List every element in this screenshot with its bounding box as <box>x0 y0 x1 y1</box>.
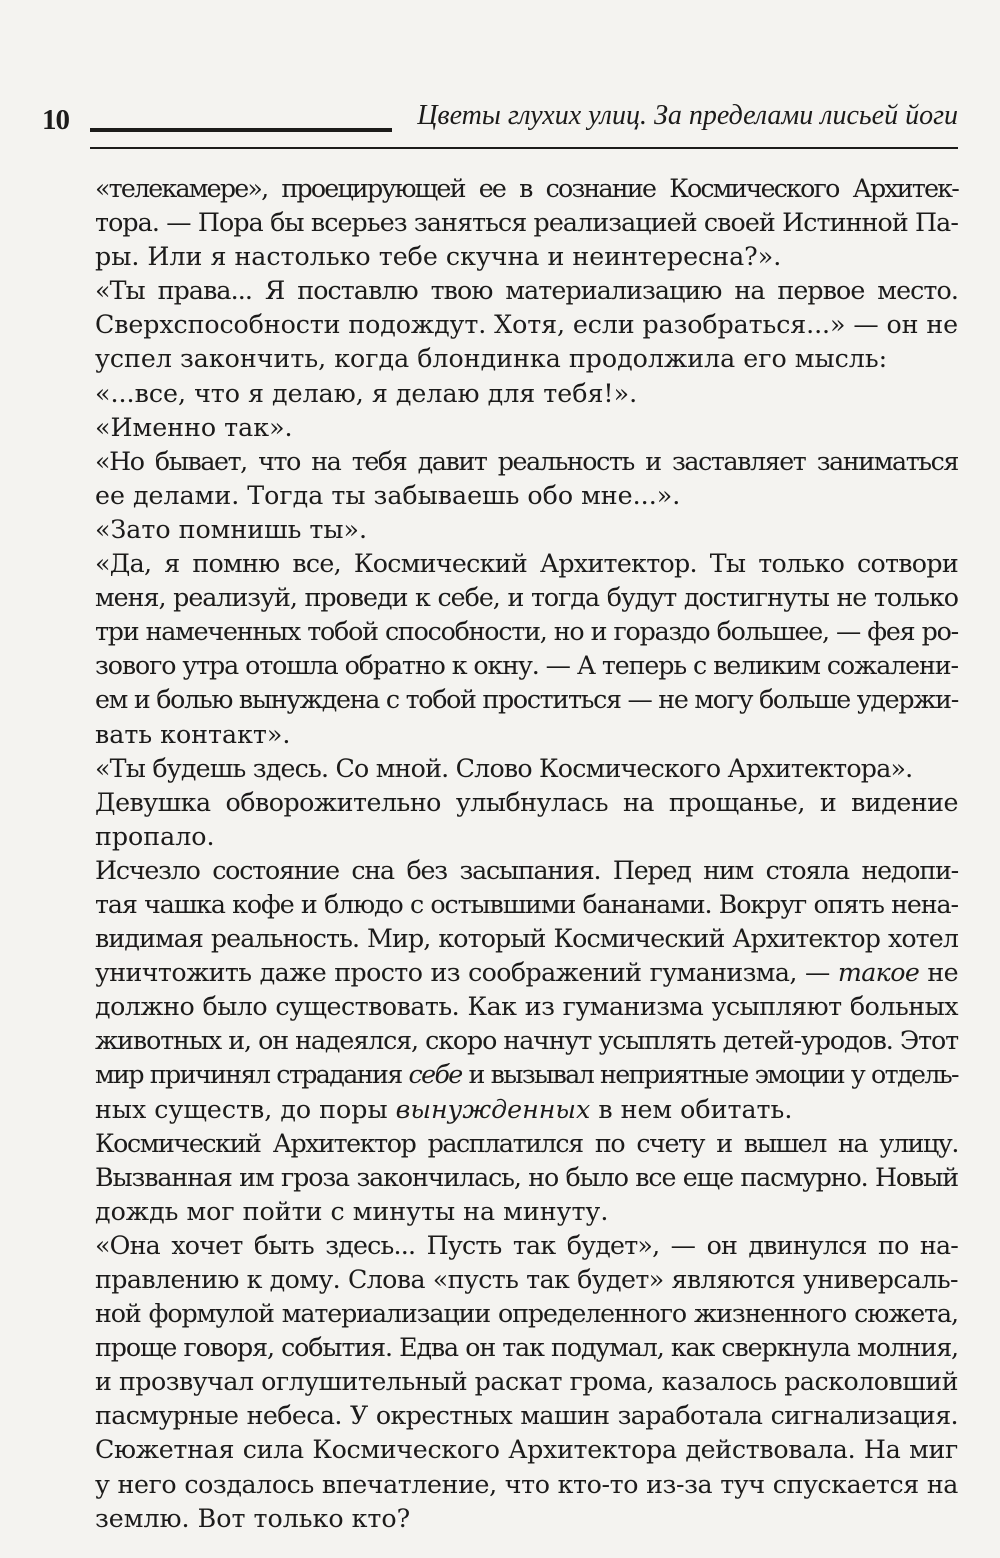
text-line: и прозвучал оглушительный раскат грома, казалось расколовший <box>95 1367 958 1397</box>
text-line: ее делами. Тогда ты забываешь обо мне...». <box>95 480 681 510</box>
text-line: зового утра отошла обратно к окну. — А теперь с великим сожалени- <box>95 651 958 681</box>
text-segment: уничтожить даже просто из соображений гуманизма, — <box>95 958 830 988</box>
text-line: землю. Вот только кто? <box>95 1503 411 1533</box>
text-line: проще говоря, события. Едва он так подумал, как сверкнула молния, <box>95 1333 958 1363</box>
text-line: «Да, я помню все, Космический Архитектор. Ты только сотвори <box>95 549 958 579</box>
text-line: Вызванная им гроза закончилась, но было все еще пасмурно. Новый <box>95 1162 958 1192</box>
text-line: должно было существовать. Как из гуманизма усыпляют больных <box>95 992 958 1022</box>
text-line: правлению к дому. Слова «пусть так будет» являются универсаль- <box>95 1265 958 1294</box>
text-line <box>53 1058 958 1092</box>
paragraph <box>53 1229 958 1536</box>
page-number: 10 <box>42 104 69 136</box>
paragraph <box>53 1127 958 1229</box>
text-line: меня, реализуй, проведи к себе, и тогда будут достигнуты не только <box>95 583 958 613</box>
text-line: Космический Архитектор расплатился по счету и вышел на улицу. <box>95 1128 958 1158</box>
text-line: Девушка обворожительно улыбнулась на прощанье, и видение <box>95 787 958 817</box>
paragraph <box>53 547 958 752</box>
paragraph <box>53 377 958 411</box>
text-line: вать контакт». <box>95 719 291 749</box>
text-line: «Ты будешь здесь. Со мной. Слово Космического Архитектора». <box>95 753 913 783</box>
text-line: тора. — Пора бы всерьез заняться реализацией своей Истинной Па- <box>95 208 958 238</box>
paragraph <box>53 513 958 547</box>
text-line: пасмурные небеса. У окрестных машин заработала сигнализация. <box>95 1401 958 1431</box>
text-line: успел закончить, когда блондинка продолжила его мысль: <box>95 344 888 374</box>
paragraph <box>53 411 958 445</box>
running-title: Цветы глухих улиц. За пределами лисьей йоги <box>417 100 958 131</box>
paragraph <box>53 752 958 786</box>
text-line: тая чашка кофе и блюдо с остывшими бананами. Вокруг опять нена- <box>95 889 958 919</box>
text-line: три намеченных тобой способности, но и гораздо большее, — фея ро- <box>95 617 958 647</box>
text-line: «телекамере», проецирующей ее в сознание Космического Архитек- <box>95 174 958 203</box>
paragraph <box>53 172 958 274</box>
text-line: дождь мог пойти с минуты на минуту. <box>95 1196 609 1226</box>
emphasis: вынужденных <box>395 1094 591 1124</box>
text-line: Исчезло состояние сна без засыпания. Перед ним стояла недопи- <box>95 855 958 885</box>
text-line: ры. Или я настолько тебе скучна и неинтересна?». <box>95 242 782 272</box>
paragraph <box>53 445 958 513</box>
text-line: у него создалось впечатление, что кто-то из-за туч спускается на <box>95 1469 958 1499</box>
emphasis: себе <box>408 1060 462 1090</box>
text-segment: не <box>919 958 958 988</box>
text-line: «...все, что я делаю, я делаю для тебя!». <box>95 378 638 408</box>
text-line: ем и болью вынуждена с тобой проститься — не могу больше удержи- <box>95 685 958 715</box>
text-line: пропало. <box>95 821 215 851</box>
text-segment: ных существ, до поры <box>95 1094 388 1124</box>
text-segment: в нем обитать. <box>590 1094 793 1124</box>
text-line <box>53 1093 958 1127</box>
text-line: «Именно так». <box>95 412 293 442</box>
emphasis: такое <box>837 958 920 988</box>
text-segment: мир причинял страдания <box>95 1060 402 1090</box>
header-divider <box>90 147 958 149</box>
text-line: «Зато помнишь ты». <box>95 514 368 544</box>
text-line <box>53 956 958 990</box>
paragraph <box>53 786 958 854</box>
paragraph <box>53 854 958 1127</box>
text-line: Сверхспособности подождут. Хотя, если разобраться...» — он не <box>95 310 958 340</box>
paragraph <box>53 274 958 376</box>
text-line: Сюжетная сила Космического Архитектора действовала. На миг <box>95 1435 958 1465</box>
text-line: «Она хочет быть здесь... Пусть так будет», — он двинулся по на- <box>95 1230 958 1260</box>
text-line: ной формулой материализации определенного жизненного сюжета, <box>95 1299 958 1329</box>
text-segment: и вызывал неприятные эмоции у отдель- <box>461 1060 959 1090</box>
text-line: «Ты права... Я поставлю твою материализацию на первое место. <box>95 276 958 306</box>
header-rule <box>90 128 392 132</box>
text-line: видимая реальность. Мир, который Космический Архитектор хотел <box>95 924 958 954</box>
body-text <box>53 172 958 1536</box>
text-line: животных и, он надеялся, скоро начнут усыплять детей-уродов. Этот <box>95 1026 958 1056</box>
text-line: «Но бывает, что на тебя давит реальность и заставляет заниматься <box>95 446 958 476</box>
